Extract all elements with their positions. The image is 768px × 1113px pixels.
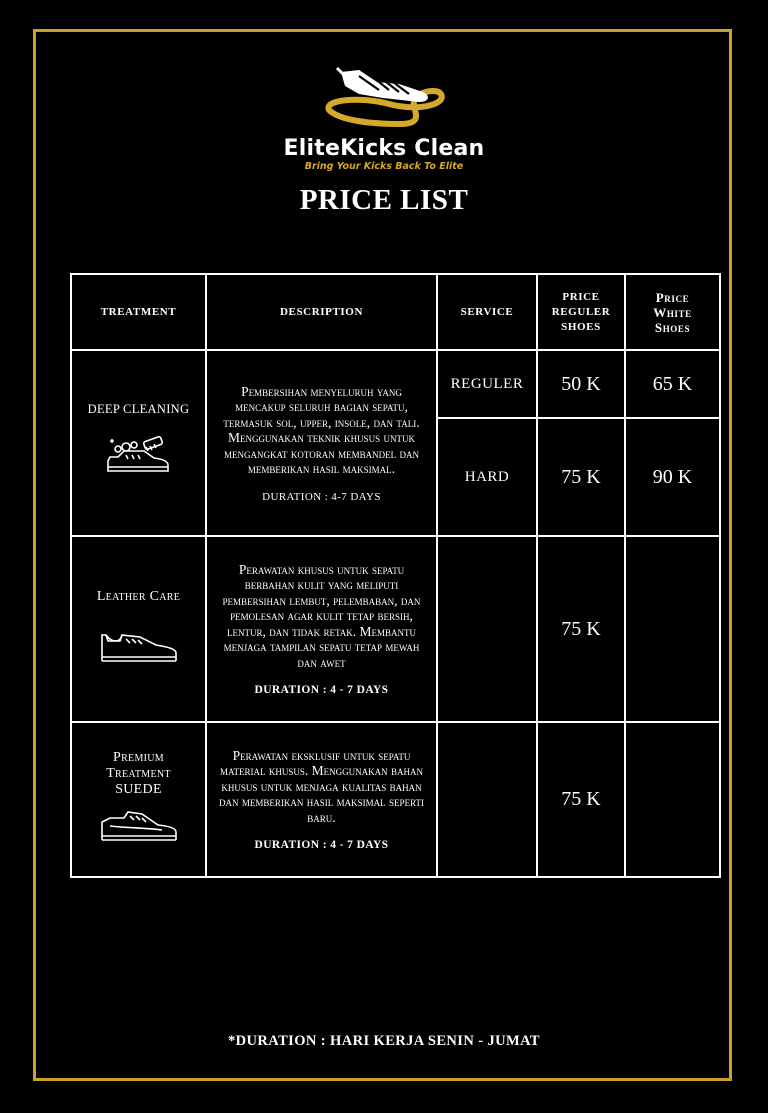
table-row	[71, 350, 720, 418]
treatment-description: Pembersihan menyeluruh yang mencakup seluruh bagian sepatu, termasuk sol, upper, insole, dan tali. Menggunakan teknik khusus untuk mengangkat kotoran membandel dan memberikan hasil maksimal.	[223, 383, 420, 476]
treatment-name: Premium Treatment SUEDE	[106, 750, 171, 797]
service-hard: HARD	[437, 418, 537, 536]
treatment-name: Leather Care	[96, 588, 181, 604]
header-price-reguler	[537, 274, 625, 350]
table-row	[71, 722, 720, 877]
header-treatment: TREATMENT	[71, 274, 206, 350]
treatment-cell-deep-cleaning	[71, 350, 206, 536]
header-description: DESCRIPTION	[206, 274, 437, 350]
brand-tagline: Bring Your Kicks Back To Elite	[304, 161, 464, 172]
duration-label: DURATION : 4 - 7 DAYS	[254, 684, 389, 697]
duration-footnote: *DURATION : HARI KERJA SENIN - JUMAT	[228, 1033, 540, 1049]
description-cell-premium-suede	[206, 722, 437, 877]
treatment-cell-leather-care	[71, 536, 206, 722]
brand-name: EliteKicks Clean	[283, 136, 485, 161]
header-service: SERVICE	[437, 274, 537, 350]
sneaker-logo-icon	[319, 64, 449, 130]
page-title: PRICE LIST	[299, 184, 469, 216]
price-reguler-shoes: 75 K	[537, 722, 625, 877]
description-cell-deep-cleaning	[206, 350, 437, 536]
treatment-cell-premium-suede	[71, 722, 206, 877]
duration-label: DURATION : 4-7 DAYS	[262, 490, 381, 503]
treatment-description: Perawatan eksklusif untuk sepatu material khusus. Menggunakan bahan khusus untuk menjaga kualitas bahan dan memberikan hasil maksimal seperti baru.	[219, 747, 424, 825]
duration-label: DURATION : 4 - 7 DAYS	[254, 839, 389, 852]
service-empty	[437, 722, 537, 877]
sneaker-icon	[72, 808, 205, 849]
header-price-white	[625, 274, 720, 350]
price-white-shoes: 65 K	[625, 350, 720, 418]
price-reguler-shoes: 75 K	[537, 418, 625, 536]
leather-shoe-icon	[72, 629, 205, 670]
price-reguler-shoes: 50 K	[537, 350, 625, 418]
price-reguler-shoes: 75 K	[537, 536, 625, 722]
price-white-empty	[625, 722, 720, 877]
price-table	[70, 273, 721, 878]
treatment-name: DEEP CLEANING	[87, 402, 190, 416]
table-header-row	[71, 274, 720, 350]
description-cell-leather-care	[206, 536, 437, 722]
price-white-shoes: 90 K	[625, 418, 720, 536]
price-white-empty	[625, 536, 720, 722]
header-price-white-label: Price White Shoes	[653, 289, 692, 335]
table-row	[71, 536, 720, 722]
service-empty	[437, 536, 537, 722]
service-reguler: REGULER	[437, 350, 537, 418]
treatment-description: Perawatan khusus untuk sepatu berbahan kulit yang meliputi pembersihan lembut, pelembaban, dan pemolesan agar kulit tetap bersih, lentur, dan tidak retak. Membantu menjaga tampilan sepatu tetap mewah dan awet	[222, 561, 421, 670]
header-price-reguler-label: PRICE REGULER SHOES	[551, 290, 611, 333]
shoe-cleaning-icon	[72, 435, 205, 484]
